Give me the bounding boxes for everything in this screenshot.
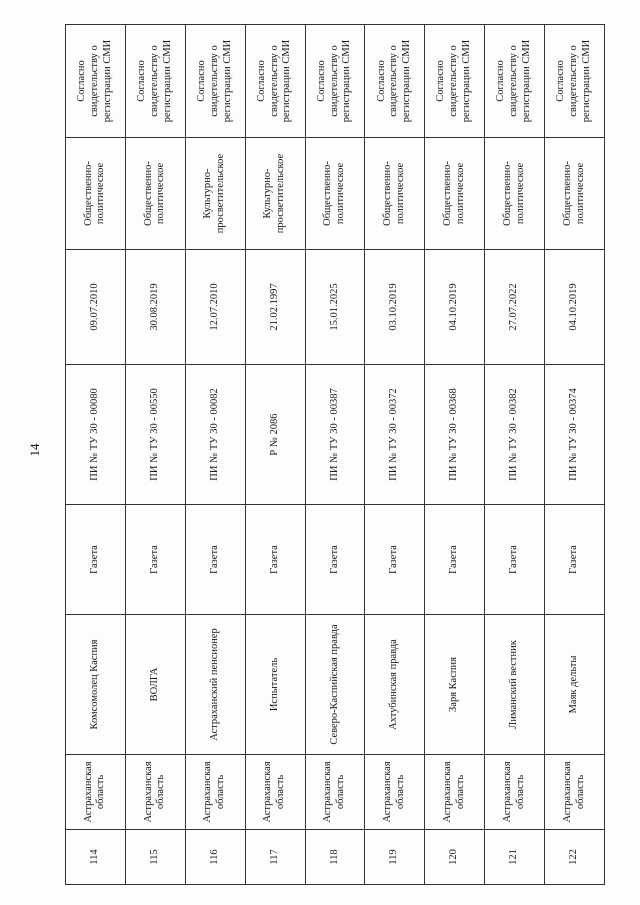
media-type-cell: Газета [365,505,425,615]
region-cell: Астраханская область [305,755,365,830]
row-number: 114 [66,830,126,885]
license-number-cell: ПИ № ТУ 30 - 00372 [365,365,425,505]
specialization-cell: Общественно-политическое [305,138,365,250]
table-row [305,25,365,885]
note-cell: Согласно свидетельству о регистрации СМИ [485,25,545,138]
page-number: 14 [27,443,42,457]
media-name-cell: Астраханский пенсионер [185,615,245,755]
license-number-cell: ПИ № ТУ 30 - 00368 [425,365,485,505]
registration-date-cell: 27.07.2022 [485,250,545,365]
region-cell: Астраханская область [125,755,185,830]
specialization-cell: Общественно-политическое [365,138,425,250]
media-registry-table [65,24,605,885]
table-row [125,25,185,885]
note-cell: Согласно свидетельству о регистрации СМИ [425,25,485,138]
rotated-page-content [65,25,605,885]
registration-date-cell: 30.08.2019 [125,250,185,365]
row-number: 119 [365,830,425,885]
media-type-cell: Газета [545,505,605,615]
registry-table-container [65,25,605,885]
license-number-cell: ПИ № ТУ 30 - 00550 [125,365,185,505]
note-cell: Согласно свидетельству о регистрации СМИ [245,25,305,138]
media-type-cell: Газета [485,505,545,615]
region-cell: Астраханская область [365,755,425,830]
license-number-cell: ПИ № ТУ 30 - 00387 [305,365,365,505]
row-number: 117 [245,830,305,885]
region-cell: Астраханская область [245,755,305,830]
row-number: 122 [545,830,605,885]
media-name-cell: Испытатель [245,615,305,755]
table-row [365,25,425,885]
registration-date-cell: 04.10.2019 [545,250,605,365]
license-number-cell: ПИ № ТУ 30 - 00080 [66,365,126,505]
registration-date-cell: 21.02.1997 [245,250,305,365]
specialization-cell: Общественно-политическое [425,138,485,250]
table-row [66,25,126,885]
media-name-cell: Лиманский вестник [485,615,545,755]
note-cell: Согласно свидетельству о регистрации СМИ [185,25,245,138]
registration-date-cell: 03.10.2019 [365,250,425,365]
region-cell: Астраханская область [66,755,126,830]
specialization-cell: Культурно-просветительское [245,138,305,250]
registration-date-cell: 15.01.2025 [305,250,365,365]
media-name-cell: Ахтубинская правда [365,615,425,755]
note-cell: Согласно свидетельству о регистрации СМИ [365,25,425,138]
media-name-cell: Комсомолец Каспия [66,615,126,755]
media-name-cell: ВОЛГА [125,615,185,755]
media-type-cell: Газета [245,505,305,615]
region-cell: Астраханская область [545,755,605,830]
media-type-cell: Газета [185,505,245,615]
row-number: 118 [305,830,365,885]
table-row [425,25,485,885]
region-cell: Астраханская область [425,755,485,830]
table-row [485,25,545,885]
note-cell: Согласно свидетельству о регистрации СМИ [545,25,605,138]
table-row [245,25,305,885]
registration-date-cell: 04.10.2019 [425,250,485,365]
media-name-cell: Маяк дельты [545,615,605,755]
row-number: 115 [125,830,185,885]
media-name-cell: Заря Каспия [425,615,485,755]
table-row [545,25,605,885]
table-row [185,25,245,885]
license-number-cell: ПИ № ТУ 30 - 00082 [185,365,245,505]
specialization-cell: Общественно-политическое [66,138,126,250]
specialization-cell: Культурно-просветительское [185,138,245,250]
note-cell: Согласно свидетельству о регистрации СМИ [125,25,185,138]
note-cell: Согласно свидетельству о регистрации СМИ [66,25,126,138]
row-number: 116 [185,830,245,885]
specialization-cell: Общественно-политическое [545,138,605,250]
media-type-cell: Газета [305,505,365,615]
specialization-cell: Общественно-политическое [125,138,185,250]
specialization-cell: Общественно-политическое [485,138,545,250]
media-name-cell: Северо-Каспийская правда [305,615,365,755]
region-cell: Астраханская область [185,755,245,830]
license-number-cell: ПИ № ТУ 30 - 00374 [545,365,605,505]
note-cell: Согласно свидетельству о регистрации СМИ [305,25,365,138]
media-type-cell: Газета [66,505,126,615]
media-type-cell: Газета [125,505,185,615]
media-type-cell: Газета [425,505,485,615]
registration-date-cell: 09.07.2010 [66,250,126,365]
region-cell: Астраханская область [485,755,545,830]
row-number: 120 [425,830,485,885]
registration-date-cell: 12.07.2010 [185,250,245,365]
license-number-cell: ПИ № ТУ 30 - 00382 [485,365,545,505]
row-number: 121 [485,830,545,885]
license-number-cell: Р № 2086 [245,365,305,505]
